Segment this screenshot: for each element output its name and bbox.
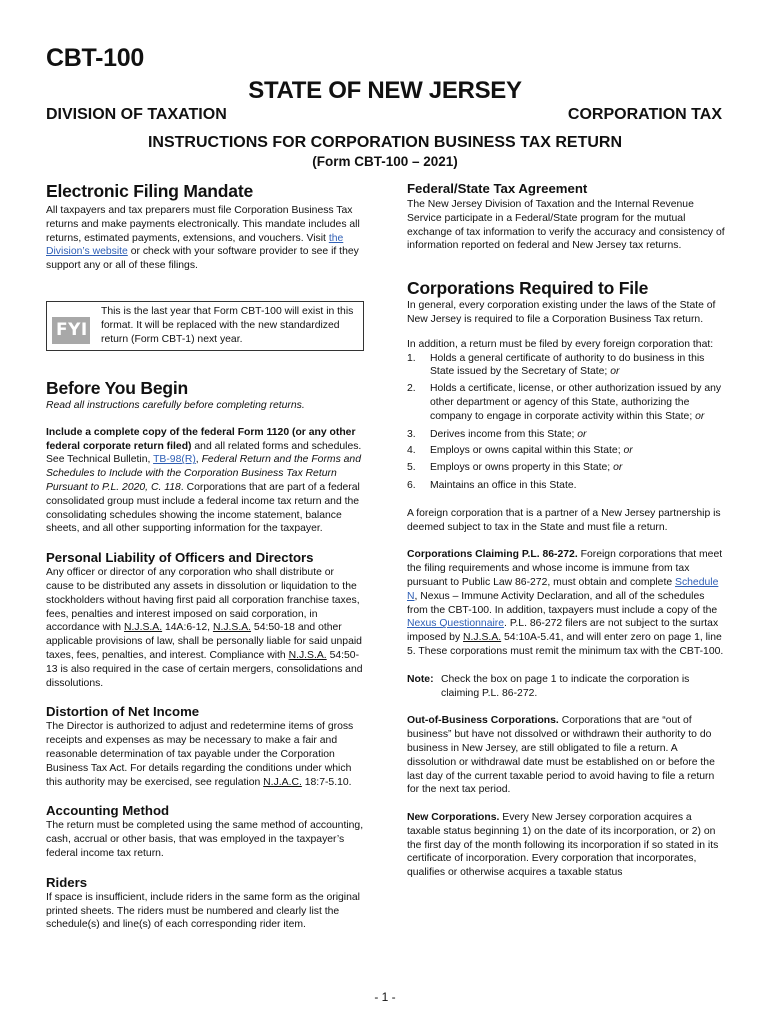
right-column	[407, 180, 725, 880]
liability-paragraph: Any officer or director of any corporation who shall distribute or cause to be distributed any assets in dissolution or liquidation to the stockholders without having first paid all corporation franchise taxes, fees, penalties and interest imposed on said corporation, in accordance with N.J.S.A. 14A:6-12, N.J.S.A. 54:50-18 and other applicable provisions of law, shall be personally liable for said unpaid taxes, fees, penalties, and interest. Compliance with N.J.S.A. 54:50-13 is also required in the case of certain mergers, consolidations and dissolutions.	[46, 567, 363, 689]
before-intro: Read all instructions carefully before completing returns.	[46, 399, 305, 411]
fyi-text: This is the last year that Form CBT-100 will exist in this format. It will be replaced with the new standardized return (Form CBT-1) next year.	[101, 305, 354, 345]
required-p1: In general, every corporation existing under the laws of the State of New Jersey is required to file a Corporation Business Tax return.	[407, 300, 716, 325]
form-year: (Form CBT-100 – 2021)	[312, 154, 458, 169]
division-name: DIVISION OF TAXATION	[46, 106, 227, 123]
tax-type: CORPORATION TAX	[567, 106, 722, 123]
requirements-list	[407, 352, 725, 493]
pl86-paragraph: Corporations Claiming P.L. 86-272. Foreign corporations that meet the filing requirements and whose income is immune from tax pursuant to Public Law 86-272, must obtain and complete Schedule N, Nexus – Immune Activity Declaration, and all of the schedules from the CBT-100. In addition, taxpayers must include a copy of the Nexus Questionnaire. P.L. 86-272 filers are not subject to the surtax imposed by N.J.S.A. 54:10A-5.41, and will enter zero on page 1, line 5. These corporations must remit the minimum tax with the CBT-100.	[407, 549, 724, 657]
list-item: 1. Holds a general certificate of authority to do business in this State issued by the Secretary of State; or	[407, 352, 705, 378]
distortion-paragraph: The Director is authorized to adjust and redetermine items of gross receipts and expenses as may be necessary to make a fair and reasonable determination of tax payable under the Corporation Business Tax Act. For details regarding the conditions under which this authority may be exercised, see regulation N.J.A.C. 18:7-5.10.	[46, 721, 354, 788]
division-website-link[interactable]: the Division’s website	[46, 232, 344, 258]
efile-heading: Electronic Filing Mandate	[46, 181, 253, 201]
newcorp-paragraph: New Corporations. Every New Jersey corporation acquires a taxable status beginning 1) on the date of its incorporation, or 2) on the first day of the month following its incorporation if so stated in its certificate of incorporation. Every corporation that incorporates, qualifies or otherwise acquires a taxable status	[407, 812, 719, 879]
required-heading: Corporations Required to File	[407, 278, 649, 299]
before-paragraph: Include a complete copy of the federal Form 1120 (or any other federal corporate return filed) and all related forms and schedules. See Technical Bulletin, TB-98(R), Federal Return and the Forms and Schedules to Include with the Corporation Business Tax Return Pursuant to P.L. 2020, C. 118. Corporations that are part of a federal consolidated group must include a federal income tax return and the consolidating schedules showing the income statement, balance sheets, and all other supporting information for the taxpayer.	[46, 426, 362, 535]
riders-paragraph: If space is insufficient, include riders in the same form as the original printed sheets. The riders must be numbered and clearly list the schedule(s) and line(s) of each corresponding rider item.	[46, 891, 360, 931]
list-item: 2. Holds a certificate, license, or other authorization issued by any other department or agency of this State, authorizing the company to engage in corporate activity within this State; or	[407, 383, 722, 422]
required-p3: A foreign corporation that is a partner of a New Jersey partnership is deemed subject to tax in the State and must file a return.	[407, 507, 721, 533]
oob-paragraph: Out-of-Business Corporations. Corporations that are “out of business” but have not dissolved or withdrawn their authority to do business in New Jersey, are still obligated to file a return. A dissolution or withdrawal date must be established on or before the last day of the current taxable period to avoid having to file a return for the next tax period.	[407, 715, 715, 796]
page-number: - 1 -	[374, 990, 396, 1004]
distortion-heading: Distortion of Net Income	[46, 704, 200, 720]
form-id: CBT-100	[46, 44, 144, 72]
riders-heading: Riders	[46, 874, 88, 890]
note-label: Note:	[407, 673, 434, 685]
accounting-heading: Accounting Method	[46, 803, 170, 819]
left-column	[46, 180, 364, 932]
fyi-box	[46, 301, 364, 351]
required-p2: In addition, a return must be filed by every foreign corporation that:	[407, 338, 714, 350]
liability-heading: Personal Liability of Officers and Directors	[46, 550, 314, 566]
tb98-link[interactable]: TB-98(R)	[153, 454, 196, 466]
efile-paragraph: All taxpayers and tax preparers must file Corporation Business Tax returns and make payments electronically. This mandate includes all returns, estimated payments, extensions, and vouchers. Visit the Division’s website or check with your software provider to see if they support any or all of these filings.	[46, 205, 360, 272]
schedule-n-link[interactable]: Schedule N	[407, 576, 719, 602]
instructions-title: INSTRUCTIONS FOR CORPORATION BUSINESS TAX RETURN	[147, 134, 623, 151]
note-paragraph: Note: Check the box on page 1 to indicate the corporation is claiming P.L. 86-272.	[407, 673, 690, 699]
state-title: STATE OF NEW JERSEY	[248, 77, 522, 104]
before-heading: Before You Begin	[46, 377, 189, 398]
agreement-heading: Federal/State Tax Agreement	[407, 181, 588, 196]
fyi-icon: FYI	[52, 317, 90, 344]
list-item: 4. Employs or owns capital within this State; or	[407, 445, 633, 457]
nexus-questionnaire-link[interactable]: Nexus Questionnaire	[407, 618, 505, 630]
list-item: 6. Maintains an office in this State.	[407, 479, 577, 491]
list-item: 5. Employs or owns property in this State; or	[407, 462, 623, 474]
agreement-paragraph: The New Jersey Division of Taxation and the Internal Revenue Service participate in a Federal/State program for the mutual exchange of tax information to verify the accuracy and consistency of information reported on federal and New Jersey tax returns.	[407, 199, 725, 252]
accounting-paragraph: The return must be completed using the same method of accounting, cash, accrual or other basis, that was employed in the taxpayer’s federal income tax return.	[46, 820, 364, 859]
list-item: 3. Derives income from this State; or	[407, 428, 587, 440]
